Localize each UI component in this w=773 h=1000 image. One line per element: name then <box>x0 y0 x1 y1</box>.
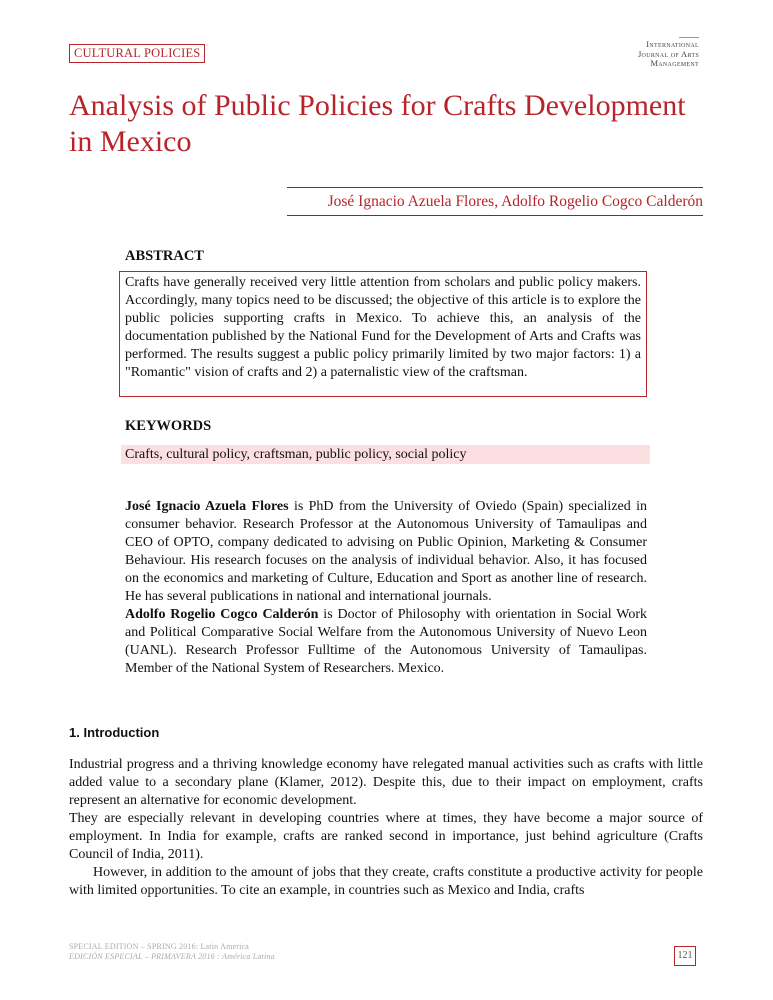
footer-edition-en: SPECIAL EDITION – SPRING 2016: Latin America <box>69 942 250 951</box>
author-rule-top <box>287 187 703 188</box>
author-bio-name: José Ignacio Azuela Flores <box>125 499 289 514</box>
journal-logo-line-3: Management <box>650 58 699 68</box>
journal-logo-line-1: International <box>646 39 699 49</box>
footer-edition-es: EDICIÓN ESPECIAL – PRIMAVERA 2016 : América Latina <box>69 952 275 961</box>
author-bio <box>125 498 647 606</box>
body-paragraph: Industrial progress and a thriving knowledge economy have relegated manual activities such as crafts with little added value to a secondary plane (Klamer, 2012). Despite this, due to their impact on employment, crafts represent an alternative for economic development. <box>69 757 703 808</box>
author-bios <box>125 498 647 678</box>
page-footer <box>69 942 275 962</box>
body-paragraph: However, in addition to the amount of jobs that they create, crafts constitute a productive activity for people with limited opportunities. To cite an example, in countries such as Mexico and India, crafts <box>69 865 703 898</box>
body-paragraph: They are especially relevant in developing countries where at times, they have become a major source of employment. In India for example, crafts are ranked second in importance, just behind agriculture (Crafts Council of India, 2011). <box>69 811 703 862</box>
page-number: 121 <box>674 946 696 966</box>
author-bio-text: is Doctor of Philosophy with orientation in Social Work and Political Comparative Social Welfare from the Autonomous University of Nuevo Leon (UANL). Research Professor Fulltime of the Autonomous University of Tamaulipas. Member of the National System of Researchers. Mexico. <box>125 607 647 676</box>
section-tag: CULTURAL POLICIES <box>69 44 205 63</box>
keywords-heading: KEYWORDS <box>125 418 212 434</box>
keywords-text: Crafts, cultural policy, craftsman, public policy, social policy <box>121 445 650 464</box>
abstract-text: Crafts have generally received very little attention from scholars and public policy makers. Accordingly, many topics need to be discussed; the objective of this article is to explore the public policies supporting crafts in Mexico. To achieve this, an analysis of the documentation published by the National Fund for the Development of Arts and Crafts was performed. The results suggest a public policy primarily limited by two major factors: 1) a "Romantic" vision of crafts and 2) a paternalistic view of the craftsman. <box>119 271 647 397</box>
author-bio-name: Adolfo Rogelio Cogco Calderón <box>125 607 319 622</box>
author-bio-text: is PhD from the University of Oviedo (Spain) specialized in consumer behavior. Research Professor at the Autonomous University of Tamaulipas and CEO of OPTO, company dedicated to advising on Public Opinion, Marketing & Consumer Behaviour. His research focuses on the analysis of individual behavior. Also, it has focused on the economics and marketing of Culture, Education and Sport as another line of research. He has several publications in national and international journals. <box>125 499 647 604</box>
introduction-body <box>69 756 703 900</box>
article-title: Analysis of Public Policies for Crafts Development in Mexico <box>69 89 686 158</box>
author-bio <box>125 606 647 678</box>
journal-logo <box>638 37 699 69</box>
journal-logo-line-2: Journal of Arts <box>637 48 699 59</box>
introduction-heading: 1. Introduction <box>69 725 160 740</box>
author-rule-bottom <box>287 215 703 216</box>
abstract-heading: ABSTRACT <box>125 248 204 264</box>
article-authors: José Ignacio Azuela Flores, Adolfo Rogelio Cogco Calderón <box>327 193 703 210</box>
logo-rule <box>679 37 699 38</box>
